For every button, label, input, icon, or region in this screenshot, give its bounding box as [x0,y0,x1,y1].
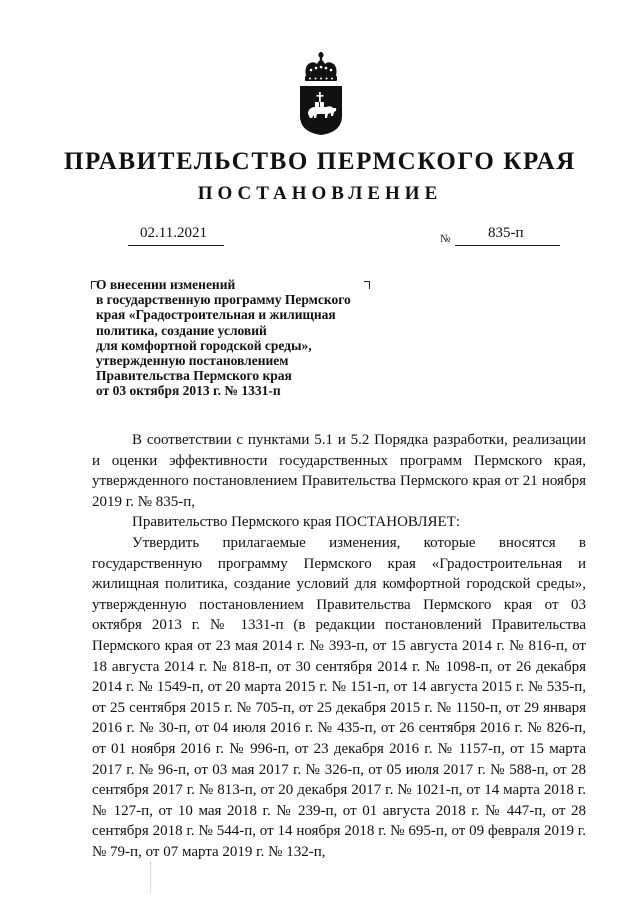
subject-line: утвержденную постановлением [96,353,289,369]
number-sign: № [440,233,451,245]
document-number-field [455,225,560,246]
subject-line: для комфортной городской среды», [96,337,312,353]
subject-line: О внесении изменений [96,277,236,292]
perm-krai-coat-of-arms-icon [298,50,344,136]
document-date-field [128,225,224,246]
document-subject [96,277,396,399]
subject-line: в государственную программу Пермского [96,292,351,308]
body-paragraph-basis: В соответствии с пунктами 5.1 и 5.2 Порядка разработки, реализации и оценки эффективности государственных программ Пермского края, утвержденного постановлением Правительства Пермского края от 21 ноября 2019 г. № 835-п, [92,432,586,510]
subject-line: Правительства Пермского края [96,368,292,384]
document-type-title: ПОСТАНОВЛЕНИЕ [197,183,443,204]
scan-artifact [150,862,153,892]
organization-title: ПРАВИТЕЛЬСТВО ПЕРМСКОГО КРАЯ [64,148,576,175]
subject-line: от 03 октября 2013 г. № 1331-п [96,383,281,399]
subject-line: политика, создание условий [96,322,267,338]
document-date: 02.11.2021 [140,225,207,241]
body-paragraph-approve: Утвердить прилагаемые изменения, которые вносятся в государственную программу Пермского края «Градостроительная и жилищная политика, создание условий для комфортной городской среды», утвержденную постановлением Правительства Пермского края от 03 октября 2013 г. № 1331-п (в редакции постановлений Правительства Пермского края от 23 мая 2014 г. № 393-п, от 15 августа 2014 г. № 816-п, от 18 августа 2014 г. № 818-п, от 30 сентября 2014 г. № 1098-п, от 26 декабря 2014 г. № 1549-п, от 20 марта 2015 г. № 151-п, от 14 августа 2015 г. № 535-п, от 25 сентября 2015 г. № 705-п, от 25 декабря 2015 г. № 1150-п, от 29 января 2016 г. № 30-п, от 04 июля 2016 г. № 435-п, от 26 сентября 2016 г. № 826-п, от 01 ноября 2016 г. № 996-п, от 23 декабря 2016 г. № 1157-п, от 15 марта 2017 г. № 96-п, от 03 мая 2017 г. № 326-п, от 05 июля 2017 г. № 588-п, от 28 сентября 2017 г. № 813-п, от 20 декабря 2017 г. № 1021-п, от 14 марта 2018 г. № 127-п, от 10 мая 2018 г. № 239-п, от 01 августа 2018 г. № 447-п, от 28 сентября 2018 г. № 544-п, от 14 ноября 2018 г. № 695-п, от 09 февраля 2019 г. № 79-п, от 07 марта 2019 г. № 132-п, [92,534,586,860]
subject-line: края «Градостроительная и жилищная [96,307,336,323]
document-number: 835-п [488,225,524,241]
body-paragraph-resolves: Правительство Пермского края ПОСТАНОВЛЯЕТ: [132,514,461,531]
document-body [92,430,586,862]
